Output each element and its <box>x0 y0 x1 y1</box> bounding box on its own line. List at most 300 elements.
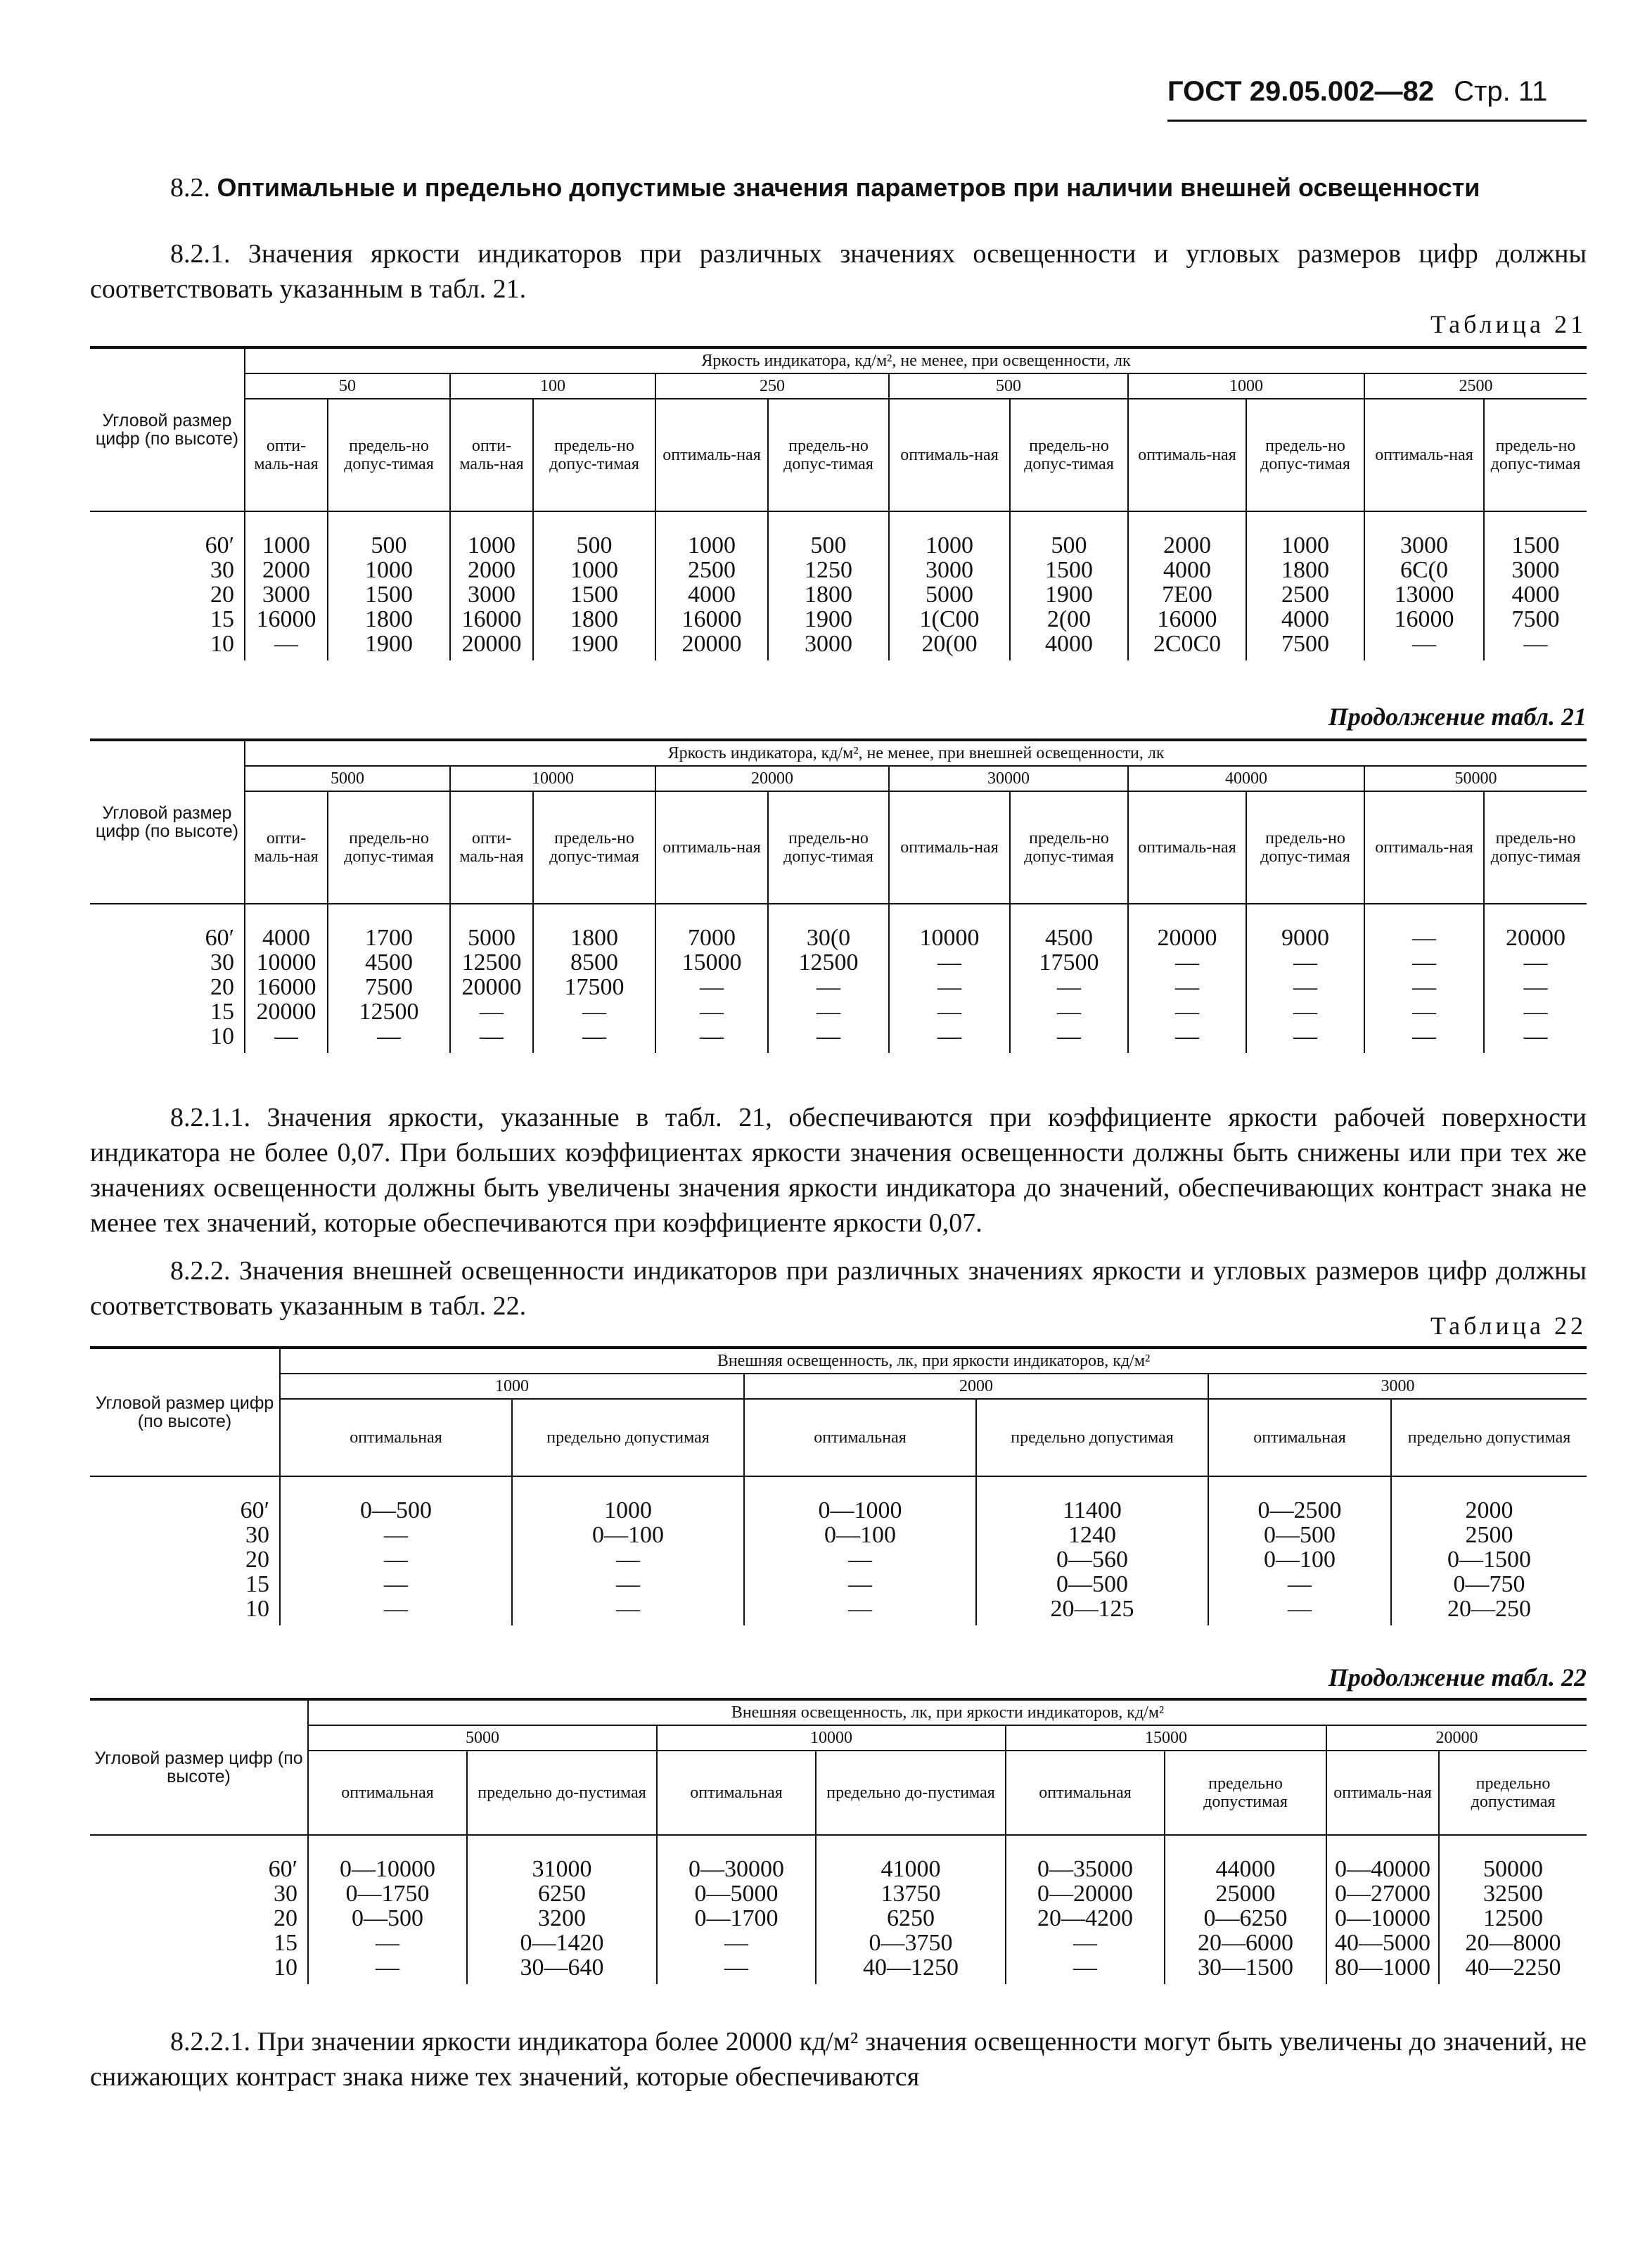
value-cell: 12500 <box>328 999 450 1024</box>
value-cell: 4500 <box>328 950 450 975</box>
value-cell: 0—6250 <box>1165 1906 1326 1931</box>
value-cell: 1800 <box>1246 558 1364 582</box>
table-row <box>90 1955 1587 1984</box>
value-cell: 2000 <box>1128 511 1246 558</box>
value-cell: 0—30000 <box>657 1835 816 1881</box>
angular-size-cell: 60′ <box>90 1835 308 1881</box>
angular-size-cell: 20 <box>90 1547 280 1572</box>
value-cell: 0—1420 <box>467 1931 657 1955</box>
table-22 <box>90 1346 1587 1625</box>
col-optimal: оптималь-ная <box>655 791 768 904</box>
value-cell: 20—125 <box>976 1597 1208 1625</box>
value-cell: 3000 <box>450 582 533 607</box>
table-22-continued <box>90 1698 1587 1984</box>
value-cell: — <box>280 1572 512 1597</box>
value-cell: 20000 <box>245 999 328 1024</box>
value-cell: — <box>1128 950 1246 975</box>
value-cell: — <box>1364 950 1484 975</box>
value-cell: 30—1500 <box>1165 1955 1326 1984</box>
value-cell: 1800 <box>768 582 889 607</box>
value-cell: 0—500 <box>308 1906 467 1931</box>
value-cell: 5000 <box>889 582 1010 607</box>
col-optimal: оптимальная <box>1208 1399 1391 1476</box>
value-cell: — <box>1364 1024 1484 1053</box>
col-optimal: оптималь-ная <box>1364 399 1484 511</box>
value-cell: 500 <box>1010 511 1128 558</box>
value-cell: 40—5000 <box>1326 1931 1439 1955</box>
value-cell: 0—2500 <box>1208 1476 1391 1523</box>
col-limit: предельно допустимая <box>1439 1751 1587 1835</box>
value-cell: — <box>245 1024 328 1053</box>
value-cell: — <box>744 1597 976 1625</box>
group-header-luminance: Яркость индикатора, кд/м², не менее, при внешней освещенности, лк <box>245 740 1587 766</box>
value-cell: 0—40000 <box>1326 1835 1439 1881</box>
value-cell: 16000 <box>450 607 533 632</box>
paragraph-8-2-1-1: 8.2.1.1. Значения яркости, указанные в табл. 21, обеспечиваются при коэффициенте яркости рабочей поверхности индикатора не более 0,07. При больших коэффициентах яркости значения освещенности должны быть снижены или при тех же значениях освещенности должны быть увеличены значения яркости индикатора до значений, обеспечивающих контраст знака не менее тех значений, которые обеспечиваются при коэффициенте яркости 0,07. <box>90 1103 1587 1238</box>
luminance-5000: 5000 <box>308 1725 657 1751</box>
value-cell: — <box>1010 999 1128 1024</box>
value-cell: — <box>1364 975 1484 999</box>
group-header-illuminance: Внешняя освещенность, лк, при яркости индикаторов, кд/м² <box>280 1348 1587 1374</box>
value-cell: 7Е00 <box>1128 582 1246 607</box>
illuminance-30000: 30000 <box>889 766 1128 791</box>
value-cell: 16000 <box>245 975 328 999</box>
table-row <box>90 975 1587 999</box>
illuminance-50: 50 <box>245 373 450 399</box>
value-cell: 3000 <box>889 558 1010 582</box>
value-cell: — <box>1364 904 1484 950</box>
angular-size-cell: 60′ <box>90 1476 280 1523</box>
value-cell: — <box>280 1523 512 1547</box>
value-cell: 6250 <box>816 1906 1006 1931</box>
value-cell: — <box>1246 975 1364 999</box>
table-row <box>90 904 1587 950</box>
value-cell: 6250 <box>467 1881 657 1906</box>
value-cell: — <box>450 1024 533 1053</box>
table-row <box>90 1835 1587 1881</box>
value-cell: — <box>245 632 328 660</box>
value-cell: 13000 <box>1364 582 1484 607</box>
illuminance-500: 500 <box>889 373 1128 399</box>
paragraph-8-2-2-1: 8.2.2.1. При значении яркости индикатора более 20000 кд/м² значения освещенности могут быть увеличены до значений, не снижающих контраст знака ниже тех значений, которые обеспечиваются <box>90 2027 1587 2092</box>
table-row <box>90 1476 1587 1523</box>
value-cell: — <box>768 975 889 999</box>
row-header-angular-size: Угловой размер цифр (по высоте) <box>90 347 245 511</box>
col-limit: предель-но допус-тимая <box>1010 399 1128 511</box>
col-limit: предель-но допус-тимая <box>533 399 655 511</box>
value-cell: 0—100 <box>744 1523 976 1547</box>
value-cell: 1900 <box>768 607 889 632</box>
value-cell: 20000 <box>450 975 533 999</box>
col-limit: предель-но допус-тимая <box>1010 791 1128 904</box>
value-cell: 1000 <box>450 511 533 558</box>
value-cell: 12500 <box>768 950 889 975</box>
value-cell: 9000 <box>1246 904 1364 950</box>
value-cell: — <box>1128 1024 1246 1053</box>
value-cell: 2(00 <box>1010 607 1128 632</box>
value-cell: — <box>308 1931 467 1955</box>
value-cell: — <box>1246 1024 1364 1053</box>
value-cell: — <box>512 1597 744 1625</box>
value-cell: 1900 <box>1010 582 1128 607</box>
col-optimal: оптимальная <box>1006 1751 1165 1835</box>
value-cell: 20(00 <box>889 632 1010 660</box>
value-cell: 20—8000 <box>1439 1931 1587 1955</box>
value-cell: — <box>1246 999 1364 1024</box>
angular-size-cell: 10 <box>90 1597 280 1625</box>
angular-size-cell: 10 <box>90 1024 245 1053</box>
value-cell: — <box>1484 975 1587 999</box>
col-limit: предель-но допус-тимая <box>328 399 450 511</box>
value-cell: 4000 <box>655 582 768 607</box>
value-cell: — <box>768 999 889 1024</box>
value-cell: 32500 <box>1439 1881 1587 1906</box>
page-number: Стр. 11 <box>1454 76 1548 107</box>
value-cell: 3000 <box>245 582 328 607</box>
value-cell: 6С(0 <box>1364 558 1484 582</box>
col-optimal: оптимальная <box>657 1751 816 1835</box>
value-cell: 31000 <box>467 1835 657 1881</box>
value-cell: 500 <box>768 511 889 558</box>
row-header-angular-size: Угловой размер цифр (по высоте) <box>90 1348 280 1476</box>
value-cell: 1500 <box>1010 558 1128 582</box>
value-cell: — <box>533 1024 655 1053</box>
value-cell: — <box>512 1547 744 1572</box>
value-cell: 20000 <box>655 632 768 660</box>
luminance-10000: 10000 <box>657 1725 1006 1751</box>
col-limit: предельно допустимая <box>512 1399 744 1476</box>
value-cell: 2500 <box>1246 582 1364 607</box>
value-cell: 12500 <box>1439 1906 1587 1931</box>
value-cell: 3000 <box>768 632 889 660</box>
illuminance-1000: 1000 <box>1128 373 1364 399</box>
header-rule <box>1167 120 1587 122</box>
value-cell: — <box>1484 999 1587 1024</box>
value-cell: 1500 <box>533 582 655 607</box>
section-8-2-heading <box>90 170 1587 205</box>
col-limit: предель-но допус-тимая <box>768 399 889 511</box>
page-header <box>1167 76 1547 108</box>
illuminance-50000: 50000 <box>1364 766 1587 791</box>
value-cell: — <box>1484 950 1587 975</box>
illuminance-5000: 5000 <box>245 766 450 791</box>
value-cell: 17500 <box>533 975 655 999</box>
value-cell: 1000 <box>889 511 1010 558</box>
value-cell: 4000 <box>1128 558 1246 582</box>
value-cell: 13750 <box>816 1881 1006 1906</box>
section-number: 8.2. <box>170 173 210 203</box>
group-header-illuminance: Внешняя освещенность, лк, при яркости индикаторов, кд/м² <box>308 1699 1587 1725</box>
value-cell: — <box>657 1931 816 1955</box>
col-optimal: оптимальная <box>280 1399 512 1476</box>
value-cell: — <box>1006 1931 1165 1955</box>
value-cell: — <box>655 975 768 999</box>
col-limit: предель-но допус-тимая <box>1246 399 1364 511</box>
value-cell: 0—35000 <box>1006 1835 1165 1881</box>
value-cell: 0—560 <box>976 1547 1208 1572</box>
value-cell: 3000 <box>1484 558 1587 582</box>
col-limit: предель-но допус-тимая <box>1484 791 1587 904</box>
value-cell: 3200 <box>467 1906 657 1931</box>
angular-size-cell: 30 <box>90 950 245 975</box>
value-cell: — <box>889 999 1010 1024</box>
luminance-1000: 1000 <box>280 1374 744 1399</box>
angular-size-cell: 15 <box>90 607 245 632</box>
table-row <box>90 1572 1587 1597</box>
value-cell: — <box>533 999 655 1024</box>
illuminance-100: 100 <box>450 373 655 399</box>
value-cell: 17500 <box>1010 950 1128 975</box>
value-cell: 0—5000 <box>657 1881 816 1906</box>
value-cell: — <box>889 1024 1010 1053</box>
group-header-luminance: Яркость индикатора, кд/м², не менее, при освещенности, лк <box>245 347 1587 373</box>
col-limit: предельно до-пустимая <box>467 1751 657 1835</box>
value-cell: 2С0С0 <box>1128 632 1246 660</box>
col-limit: предель-но допус-тимая <box>533 791 655 904</box>
value-cell: — <box>280 1597 512 1625</box>
angular-size-cell: 10 <box>90 632 245 660</box>
value-cell: 80—1000 <box>1326 1955 1439 1984</box>
value-cell: — <box>1246 950 1364 975</box>
value-cell: — <box>1128 999 1246 1024</box>
table-row <box>90 1906 1587 1931</box>
col-limit: предельно допустимая <box>976 1399 1208 1476</box>
value-cell: — <box>1484 1024 1587 1053</box>
value-cell: 12500 <box>450 950 533 975</box>
col-optimal: оптимальная <box>308 1751 467 1835</box>
table-21 <box>90 346 1587 660</box>
table-row <box>90 1931 1587 1955</box>
value-cell: 0—750 <box>1391 1572 1587 1597</box>
value-cell: 0—100 <box>512 1523 744 1547</box>
col-optimal: опти-маль-ная <box>450 791 533 904</box>
value-cell: 1800 <box>533 607 655 632</box>
row-header-angular-size: Угловой размер цифр (по высоте) <box>90 740 245 904</box>
value-cell: 500 <box>328 511 450 558</box>
value-cell: — <box>744 1547 976 1572</box>
value-cell: 4000 <box>1246 607 1364 632</box>
value-cell: 4000 <box>245 904 328 950</box>
value-cell: 7000 <box>655 904 768 950</box>
value-cell: 1240 <box>976 1523 1208 1547</box>
value-cell: 0—500 <box>976 1572 1208 1597</box>
illuminance-40000: 40000 <box>1128 766 1364 791</box>
luminance-2000: 2000 <box>744 1374 1208 1399</box>
value-cell: 16000 <box>1364 607 1484 632</box>
col-optimal: оптималь-ная <box>889 399 1010 511</box>
gost-number: ГОСТ 29.05.002—82 <box>1167 76 1435 107</box>
illuminance-2500: 2500 <box>1364 373 1587 399</box>
col-limit: предель-но допус-тимая <box>768 791 889 904</box>
value-cell: 20—6000 <box>1165 1931 1326 1955</box>
value-cell: 50000 <box>1439 1835 1587 1881</box>
value-cell: 20000 <box>1128 904 1246 950</box>
table-row <box>90 632 1587 660</box>
value-cell: — <box>1006 1955 1165 1984</box>
value-cell: 0—1700 <box>657 1906 816 1931</box>
value-cell: 20000 <box>1484 904 1587 950</box>
value-cell: 2500 <box>655 558 768 582</box>
value-cell: — <box>889 975 1010 999</box>
col-optimal: опти-маль-ная <box>245 399 328 511</box>
value-cell: 0—1500 <box>1391 1547 1587 1572</box>
value-cell: 41000 <box>816 1835 1006 1881</box>
value-cell: 0—3750 <box>816 1931 1006 1955</box>
value-cell: 20—4200 <box>1006 1906 1165 1931</box>
angular-size-cell: 30 <box>90 1881 308 1906</box>
value-cell: — <box>1364 632 1484 660</box>
table-row <box>90 1597 1587 1625</box>
value-cell: 1250 <box>768 558 889 582</box>
value-cell: 3000 <box>1364 511 1484 558</box>
value-cell: 20000 <box>450 632 533 660</box>
value-cell: — <box>328 1024 450 1053</box>
value-cell: 10000 <box>889 904 1010 950</box>
value-cell: 30—640 <box>467 1955 657 1984</box>
value-cell: — <box>1010 975 1128 999</box>
illuminance-20000: 20000 <box>655 766 889 791</box>
value-cell: 0—500 <box>280 1476 512 1523</box>
col-optimal: оптималь-ная <box>1128 791 1246 904</box>
value-cell: 1800 <box>533 904 655 950</box>
col-limit: предель-но допус-тимая <box>328 791 450 904</box>
col-limit: предель-но допус-тимая <box>1484 399 1587 511</box>
value-cell: 20—250 <box>1391 1597 1587 1625</box>
table-row <box>90 582 1587 607</box>
value-cell: — <box>889 950 1010 975</box>
value-cell: 2000 <box>245 558 328 582</box>
value-cell: 4000 <box>1484 582 1587 607</box>
table-row <box>90 950 1587 975</box>
value-cell: — <box>1128 975 1246 999</box>
value-cell: 16000 <box>655 607 768 632</box>
value-cell: — <box>512 1572 744 1597</box>
value-cell: 0—10000 <box>308 1835 467 1881</box>
paragraph-8-2-1: 8.2.1. Значения яркости индикаторов при различных значениях освещенности и угловых размеров цифр должны соответствовать указанным в табл. 21. <box>90 239 1587 304</box>
value-cell: 1000 <box>245 511 328 558</box>
value-cell: — <box>1208 1572 1391 1597</box>
value-cell: 0—20000 <box>1006 1881 1165 1906</box>
table-row <box>90 558 1587 582</box>
value-cell: 7500 <box>1484 607 1587 632</box>
value-cell: 1700 <box>328 904 450 950</box>
col-optimal: оптималь-ная <box>1128 399 1246 511</box>
angular-size-cell: 10 <box>90 1955 308 1984</box>
angular-size-cell: 15 <box>90 999 245 1024</box>
table-row <box>90 511 1587 558</box>
col-optimal: оптималь-ная <box>1326 1751 1439 1835</box>
illuminance-10000: 10000 <box>450 766 655 791</box>
value-cell: 0—10000 <box>1326 1906 1439 1931</box>
col-optimal: оптималь-ная <box>1364 791 1484 904</box>
value-cell: 0—1750 <box>308 1881 467 1906</box>
col-optimal: опти-маль-ная <box>245 791 328 904</box>
table-row <box>90 1024 1587 1053</box>
table22-caption: Таблица 22 <box>1430 1312 1587 1340</box>
row-header-angular-size: Угловой размер цифр (по высоте) <box>90 1699 308 1835</box>
table-row <box>90 999 1587 1024</box>
table-row <box>90 607 1587 632</box>
col-optimal: оптималь-ная <box>889 791 1010 904</box>
value-cell: — <box>1010 1024 1128 1053</box>
value-cell: 25000 <box>1165 1881 1326 1906</box>
col-optimal: оптимальная <box>744 1399 976 1476</box>
value-cell: 16000 <box>1128 607 1246 632</box>
col-optimal: опти-маль-ная <box>450 399 533 511</box>
angular-size-cell: 20 <box>90 975 245 999</box>
value-cell: 1000 <box>533 558 655 582</box>
angular-size-cell: 30 <box>90 558 245 582</box>
value-cell: 1000 <box>512 1476 744 1523</box>
angular-size-cell: 15 <box>90 1931 308 1955</box>
value-cell: 40—1250 <box>816 1955 1006 1984</box>
value-cell: 1(С00 <box>889 607 1010 632</box>
value-cell: 2000 <box>450 558 533 582</box>
angular-size-cell: 30 <box>90 1523 280 1547</box>
value-cell: 2000 <box>1391 1476 1587 1523</box>
value-cell: 1900 <box>533 632 655 660</box>
angular-size-cell: 60′ <box>90 511 245 558</box>
value-cell: — <box>657 1955 816 1984</box>
luminance-20000: 20000 <box>1326 1725 1587 1751</box>
value-cell: — <box>655 999 768 1024</box>
value-cell: — <box>1364 999 1484 1024</box>
table21-continuation-caption: Продолжение табл. 21 <box>1328 703 1587 731</box>
value-cell: 1000 <box>655 511 768 558</box>
value-cell: 1000 <box>328 558 450 582</box>
value-cell: 16000 <box>245 607 328 632</box>
value-cell: — <box>1208 1597 1391 1625</box>
value-cell: 10000 <box>245 950 328 975</box>
table-row <box>90 1547 1587 1572</box>
value-cell: — <box>280 1547 512 1572</box>
value-cell: — <box>1484 632 1587 660</box>
value-cell: — <box>744 1572 976 1597</box>
value-cell: 1500 <box>328 582 450 607</box>
col-optimal: оптималь-ная <box>655 399 768 511</box>
value-cell: — <box>768 1024 889 1053</box>
value-cell: 0—500 <box>1208 1523 1391 1547</box>
col-limit: предельно допустимая <box>1165 1751 1326 1835</box>
angular-size-cell: 15 <box>90 1572 280 1597</box>
value-cell: 0—100 <box>1208 1547 1391 1572</box>
table-row <box>90 1523 1587 1547</box>
table-21-continued <box>90 738 1587 1053</box>
value-cell: 1900 <box>328 632 450 660</box>
col-limit: предельно допустимая <box>1391 1399 1587 1476</box>
section-title: Оптимальные и предельно допустимые значения параметров при наличии внешней освещенности <box>217 173 1480 202</box>
luminance-3000: 3000 <box>1208 1374 1587 1399</box>
angular-size-cell: 20 <box>90 582 245 607</box>
paragraph-8-2-2: 8.2.2. Значения внешней освещенности индикаторов при различных значениях яркости и угловых размеров цифр должны соответствовать указанным в табл. 22. <box>90 1256 1587 1321</box>
table-row <box>90 1881 1587 1906</box>
value-cell: 1500 <box>1484 511 1587 558</box>
value-cell: 4000 <box>1010 632 1128 660</box>
luminance-15000: 15000 <box>1006 1725 1326 1751</box>
value-cell: — <box>655 1024 768 1053</box>
value-cell: 1800 <box>328 607 450 632</box>
value-cell: 15000 <box>655 950 768 975</box>
table22-continuation-caption: Продолжение табл. 22 <box>1328 1663 1587 1691</box>
illuminance-250: 250 <box>655 373 889 399</box>
value-cell: 7500 <box>1246 632 1364 660</box>
value-cell: 2500 <box>1391 1523 1587 1547</box>
value-cell: 0—27000 <box>1326 1881 1439 1906</box>
value-cell: 0—1000 <box>744 1476 976 1523</box>
value-cell: 5000 <box>450 904 533 950</box>
col-limit: предель-но допус-тимая <box>1246 791 1364 904</box>
value-cell: 40—2250 <box>1439 1955 1587 1984</box>
